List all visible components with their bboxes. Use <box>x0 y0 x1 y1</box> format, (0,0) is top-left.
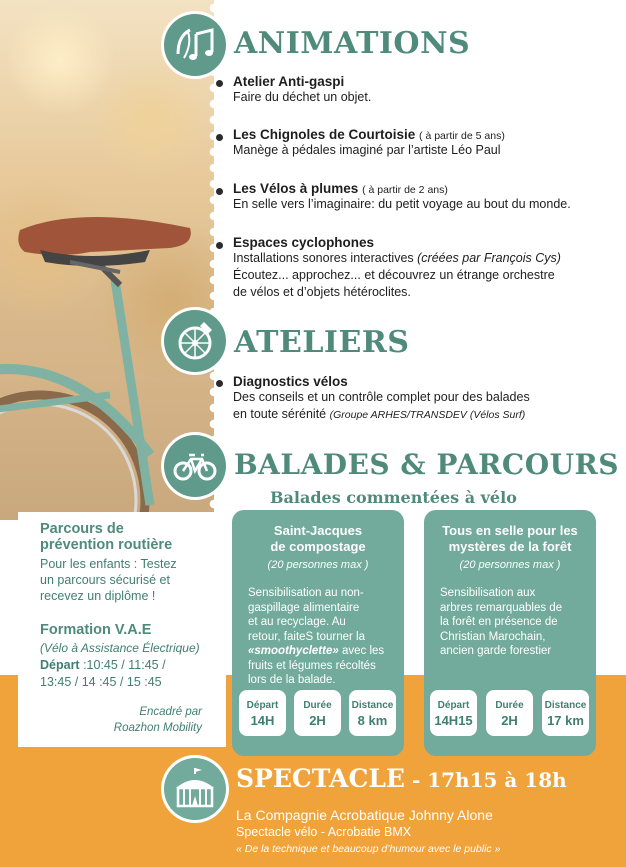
stat-value: 2H <box>309 713 326 728</box>
bullet <box>216 188 223 195</box>
parcours-text: un parcours sécurisé et <box>40 573 170 587</box>
desc-line: arbres remarquables de <box>440 601 563 614</box>
stat-value: 17 km <box>547 713 584 728</box>
bullet <box>216 380 223 387</box>
animation-item <box>233 127 505 159</box>
spectacle-type: Spectacle vélo - Acrobatie BMX <box>236 825 412 839</box>
stat-duree <box>294 690 341 736</box>
parcours-text: recevez un diplôme ! <box>40 589 156 603</box>
stat-label: Durée <box>303 700 332 711</box>
parcours-title-1: Parcours de <box>40 521 124 537</box>
vae-title: Formation V.A.E <box>40 622 152 638</box>
item-desc: Écoutez... approchez... et découvrez un étrange orchestre <box>233 268 555 282</box>
item-desc: Manège à pédales imaginé par l’artiste Léo Paul <box>233 143 501 157</box>
bullet <box>216 134 223 141</box>
wrench-wheel-icon <box>164 310 226 372</box>
desc-line: avec les <box>338 645 385 657</box>
stat-value: 14H15 <box>434 713 473 728</box>
bullet <box>216 242 223 249</box>
animations-title: ANIMATIONS <box>234 26 471 61</box>
animation-item <box>233 235 561 301</box>
item-desc: En selle vers l’imaginaire: du petit voyage au bout du monde. <box>233 197 571 211</box>
spectacle-company: La Compagnie Acrobatique Johnny Alone <box>236 807 493 823</box>
desc-line: fruits et légumes récoltés <box>248 659 376 672</box>
item-desc: Des conseils et un contrôle complet pour des balades <box>233 390 530 404</box>
music-notes-icon <box>164 14 226 76</box>
balade-card <box>424 510 596 756</box>
stat-depart <box>430 690 477 736</box>
item-title: Espaces cyclophones <box>233 235 375 250</box>
item-credit: (Groupe ARHES/TRANSDEV (Vélos Surf) <box>329 409 526 421</box>
item-title: Les Vélos à plumes <box>233 181 359 196</box>
stat-duree <box>486 690 533 736</box>
item-desc: de vélos et d’objets hétéroclites. <box>233 285 411 299</box>
card-capacity: (20 personnes max ) <box>459 559 561 571</box>
card-description <box>248 586 394 688</box>
encadre-line: Encadré par <box>139 706 202 718</box>
spectacle-hours: - 17h15 à 18h <box>404 768 567 792</box>
stat-distance <box>349 690 396 736</box>
desc-line: Sensibilisation au non- <box>248 587 364 599</box>
item-desc: Installations sonores interactives <box>233 251 418 265</box>
spectacle-label: SPECTACLE <box>236 764 405 793</box>
bicycle-icon <box>164 435 226 497</box>
stat-label: Distance <box>351 700 394 711</box>
parcours-text: Pour les enfants : Testez <box>40 557 177 571</box>
desc-line: Christian Marochain, <box>440 630 546 643</box>
ateliers-title: ATELIERS <box>234 325 410 360</box>
card-capacity: (20 personnes max ) <box>267 559 369 571</box>
desc-line: lors de la balade. <box>248 674 336 686</box>
bullet <box>216 80 223 87</box>
desc-emphasis: «smoothyclette» <box>248 645 339 657</box>
animation-item <box>233 74 371 106</box>
balades-subtitle: Balades commentées à vélo <box>270 488 517 507</box>
item-title: Diagnostics vélos <box>233 374 348 389</box>
stat-depart <box>239 690 286 736</box>
stat-label: Distance <box>544 700 587 711</box>
item-note: ( à partir de 5 ans) <box>419 130 505 142</box>
stat-value: 14H <box>250 713 275 728</box>
item-desc: en toute sérénité <box>233 407 330 421</box>
card-title: Tous en selle pour les <box>442 523 578 538</box>
desc-line: la forêt en présence de <box>440 616 558 628</box>
desc-line: gaspillage alimentaire <box>248 601 360 614</box>
item-title: Atelier Anti-gaspi <box>233 74 345 89</box>
desc-line: et au recyclage. Au <box>248 616 346 628</box>
desc-line: ancien garde forestier <box>440 645 552 657</box>
stat-value: 8 km <box>357 713 388 728</box>
card-description <box>440 586 586 659</box>
depart-label: Départ <box>40 658 80 672</box>
animation-item <box>233 181 571 213</box>
card-title: Saint-Jacques <box>273 523 363 538</box>
balades-title: BALADES & PARCOURS <box>234 448 620 481</box>
vae-subtitle: (Vélo à Assistance Électrique) <box>40 641 200 655</box>
spectacle-title <box>236 764 567 793</box>
depart-times: :10:45 / 11:45 / <box>79 658 166 672</box>
item-credit: (créées par François Cys) <box>417 251 561 265</box>
parcours-title-2: prévention routière <box>40 537 173 553</box>
stat-distance <box>542 690 589 736</box>
item-desc: Faire du déchet un objet. <box>233 90 372 104</box>
atelier-item <box>233 374 530 424</box>
stat-value: 2H <box>501 713 518 728</box>
stat-label: Départ <box>246 700 279 711</box>
card-title: mystères de la forêt <box>448 539 572 554</box>
spectacle-quote: « De la technique et beaucoup d’humour avec le public » <box>236 843 501 855</box>
desc-line: Sensibilisation aux <box>440 587 536 599</box>
encadre-line: Roazhon Mobility <box>113 722 202 734</box>
circus-tent-icon <box>164 758 226 820</box>
desc-line: retour, faiteS tourner la <box>248 630 365 643</box>
depart-times: 13:45 / 14 :45 / 15 :45 <box>40 675 162 689</box>
item-note: ( à partir de 2 ans) <box>362 184 448 196</box>
item-title: Les Chignoles de Courtoisie <box>233 127 416 142</box>
stat-label: Départ <box>437 700 470 711</box>
stat-label: Durée <box>495 700 524 711</box>
balade-card <box>232 510 404 756</box>
card-title: de compostage <box>270 539 366 554</box>
